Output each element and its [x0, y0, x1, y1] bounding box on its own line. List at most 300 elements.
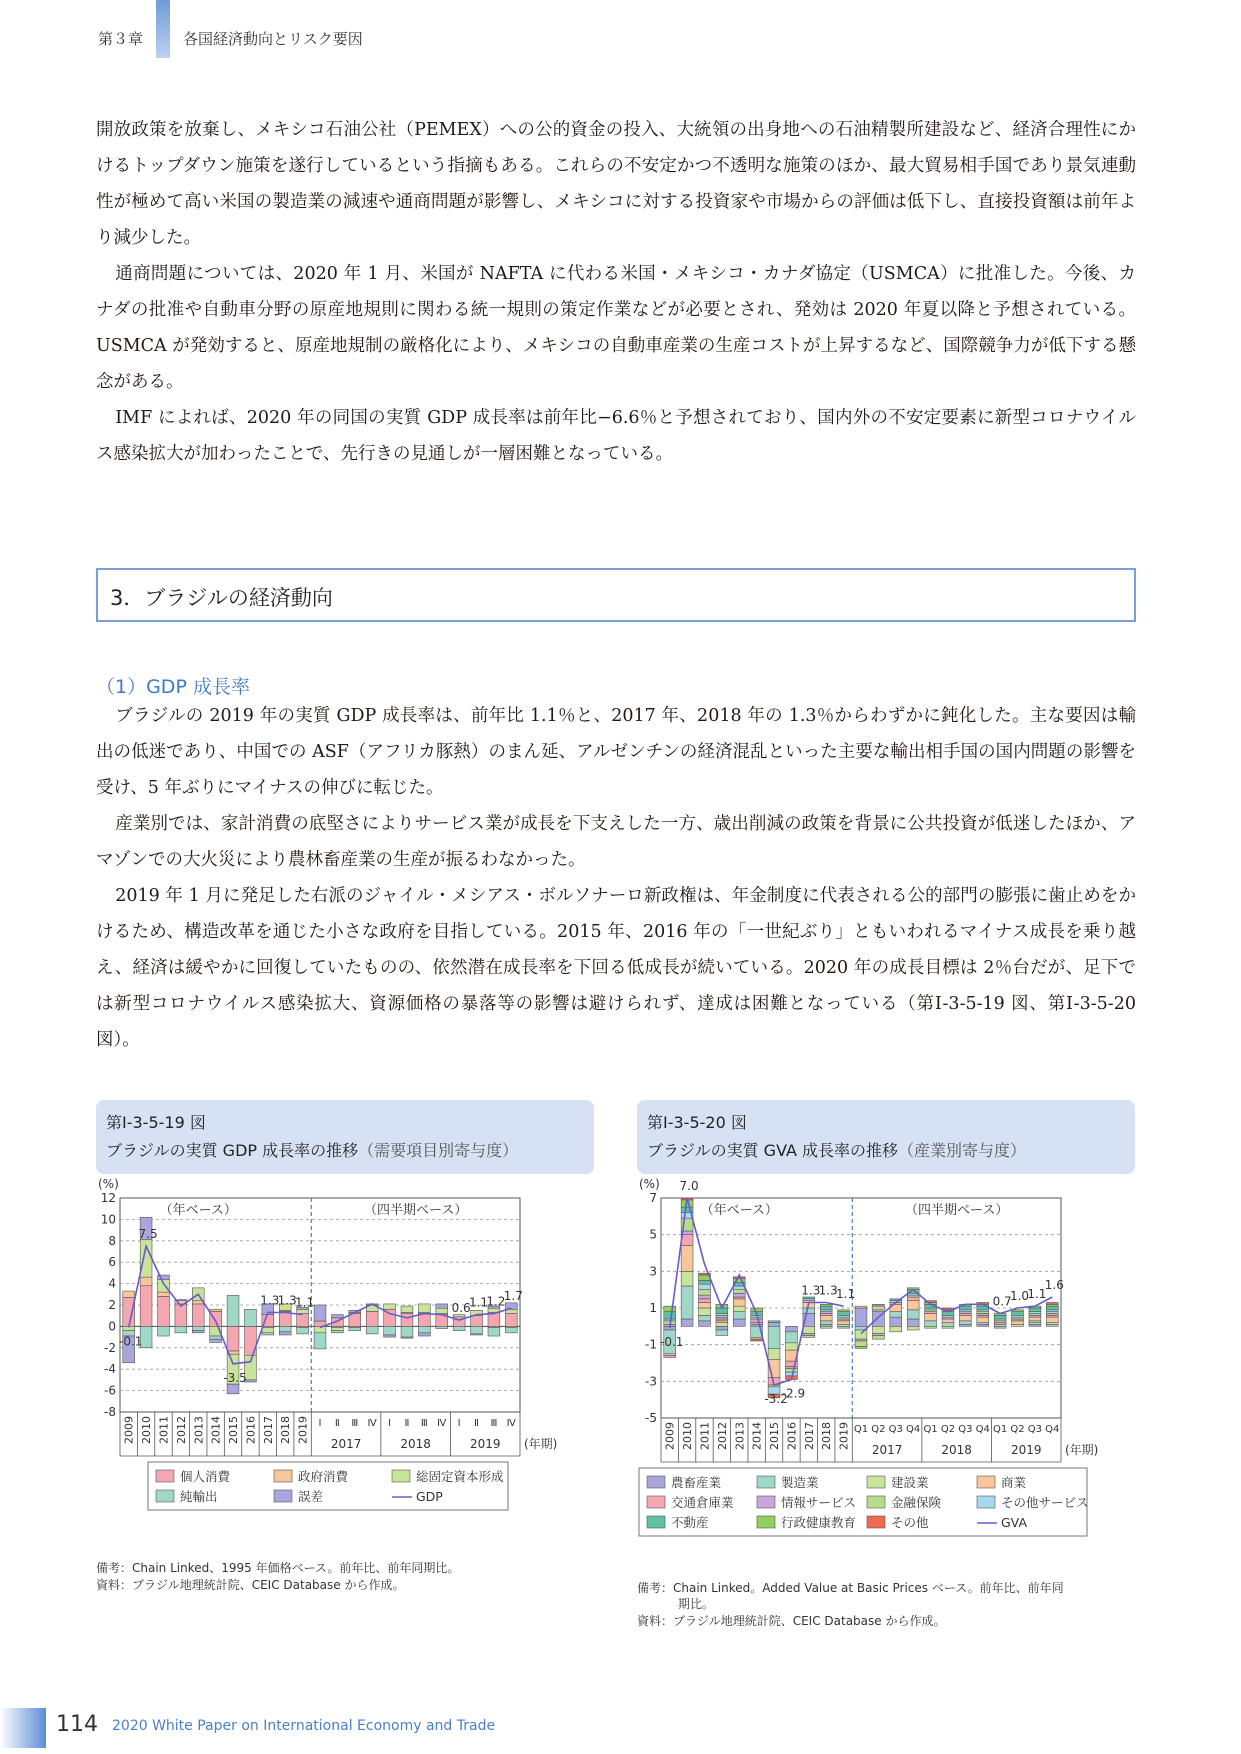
- fig19-bar-segment: [210, 1339, 222, 1342]
- fig20-bar-segment: [733, 1293, 745, 1297]
- fig19-y-tick-label: 12: [100, 1191, 116, 1205]
- fig20-source: 資料：ブラジル地理統計院、CEIC Database から作成。: [637, 1614, 946, 1628]
- fig19-bar-segment: [471, 1326, 483, 1333]
- fig20-legend-label: 製造業: [781, 1475, 819, 1490]
- fig20-legend-label: 不動産: [671, 1515, 709, 1530]
- fig19-bar-segment: [418, 1314, 430, 1327]
- fig19-x-tick-label: 2014: [209, 1416, 223, 1444]
- fig19-subtitle: （需要項目別寄与度）: [358, 1141, 519, 1160]
- fig20-bar-segment: [907, 1319, 919, 1326]
- fig19-bar-segment: [210, 1336, 222, 1339]
- fig20-x-tick-label: 2009: [663, 1422, 677, 1450]
- fig20-bar-segment: [890, 1326, 902, 1332]
- fig19-data-label: 1.7: [503, 1289, 523, 1304]
- fig20-x-group-label: 2018: [941, 1443, 972, 1457]
- fig19-bar-segment: [331, 1327, 343, 1330]
- fig20-bar-segment: [699, 1315, 711, 1321]
- fig19-bar-segment: [401, 1306, 413, 1312]
- fig19-x-tick-label: Ⅲ: [490, 1418, 498, 1429]
- fig20-bar-segment: [733, 1299, 745, 1306]
- paragraph-1: 開放政策を放棄し、メキシコ石油公社（PEMEX）への公的資金の投入、大統領の出身地への石油精製所建設など、経済合理性にかけるトップダウン施策を遂行しているという指摘もある。これらの不安定かつ不透明な施策のほか、最大貿易相手国であり景気連動性が極めて高い米国の製造業の減速や通商問題が影響し、メキシコに対する投資家や市場からの評価は低下し、直接投資額は前年より減少した。: [96, 120, 1136, 248]
- fig19-x-tick-label: Ⅰ: [388, 1418, 392, 1429]
- fig20-bar-segment: [768, 1321, 780, 1323]
- fig20-bar-segment: [907, 1301, 919, 1310]
- header-accent-bar: [156, 0, 170, 58]
- fig19-bar-segment: [331, 1331, 343, 1333]
- fig19-y-tick-label: 4: [108, 1276, 116, 1291]
- fig19-data-label: 0.6: [451, 1300, 471, 1315]
- fig19-bar-segment: [140, 1277, 152, 1286]
- fig19-legend-swatch: [274, 1470, 292, 1482]
- fig20-bar-segment: [768, 1348, 780, 1359]
- fig19-bar-segment: [401, 1337, 413, 1338]
- fig20-legend-label: その他サービス: [1001, 1495, 1089, 1510]
- fig20-note-cont: 期比。: [678, 1597, 715, 1611]
- fig20-bar-segment: [959, 1315, 971, 1321]
- chapter-label: 第３章: [98, 30, 144, 48]
- fig20-bar-segment: [699, 1321, 711, 1327]
- fig19-y-tick-label: 0: [108, 1319, 116, 1334]
- fig20-bar-segment: [699, 1281, 711, 1285]
- fig19-bar-segment: [331, 1315, 343, 1318]
- fig19-bar-segment: [471, 1334, 483, 1335]
- fig20-bar-segment: [872, 1304, 884, 1306]
- fig19-legend-label: 個人消費: [180, 1469, 231, 1484]
- fig19-legend-swatch: [392, 1470, 410, 1482]
- fig19-bar-segment: [158, 1326, 170, 1336]
- fig20-bar-segment: [803, 1336, 815, 1338]
- fig19-bar-segment: [123, 1298, 135, 1327]
- fig20-x-tick-label: 2019: [837, 1422, 851, 1450]
- fig19-bar-segment: [192, 1331, 204, 1333]
- fig20-bar-segment: [751, 1308, 763, 1312]
- fig19-bar-segment: [436, 1304, 448, 1308]
- fig20-x-tick-label: Q1: [923, 1424, 938, 1435]
- fig20-title: [647, 1138, 1026, 1161]
- fig20-data-label: 0.7: [992, 1294, 1012, 1309]
- fig19-region-label-quarterly: （四半期ベース）: [363, 1203, 468, 1218]
- fig19-bar-segment: [262, 1333, 274, 1335]
- fig19-bar-segment: [436, 1308, 448, 1313]
- fig20-bar-segment: [1046, 1317, 1058, 1323]
- fig19-x-group-label: 2018: [400, 1437, 431, 1451]
- fig20-bar-segment: [820, 1315, 832, 1321]
- fig20-bar-segment: [664, 1306, 676, 1312]
- footer-accent-bar: [0, 1708, 46, 1748]
- fig20-bar-segment: [942, 1319, 954, 1323]
- fig19-bar-segment: [279, 1332, 291, 1335]
- fig20-bar-segment: [699, 1299, 711, 1303]
- fig19-x-tick-label: Ⅳ: [437, 1418, 447, 1429]
- fig19-x-axis-label: (年期): [524, 1437, 558, 1451]
- fig20-data-label: -3.2: [764, 1392, 788, 1406]
- fig20-bar-segment: [838, 1321, 850, 1325]
- fig20-legend-swatch: [867, 1476, 885, 1488]
- fig19-x-tick-label: 2011: [157, 1416, 171, 1444]
- fig19-bar-segment: [349, 1327, 361, 1330]
- fig19-bar-segment: [262, 1327, 274, 1332]
- fig20-bar-segment: [925, 1314, 937, 1321]
- fig20-y-tick-label: 5: [649, 1227, 657, 1242]
- fig19-bar-segment: [279, 1326, 291, 1331]
- fig19-bar-segment: [505, 1327, 517, 1332]
- fig20-bar-segment: [820, 1326, 832, 1328]
- fig20-subtitle: （産業別寄与度）: [898, 1141, 1027, 1160]
- fig19-bar-segment: [123, 1291, 135, 1297]
- fig19-data-label: 1.1: [295, 1295, 315, 1310]
- fig20-legend-label: 行政健康教育: [781, 1515, 857, 1530]
- paragraph-2: 通商問題については、2020 年 1 月、米国が NAFTA に代わる米国・メキシコ・カナダ協定（USMCA）に批准した。今後、カナダの批准や自動車分野の原産地規則に関わる統一規則の策定作業などが必要とされ、発効は 2020 年夏以降と予想されている。USMCA が発効すると、原産地規制の厳格化により、メキシコの自動車産業の生産コストが上昇するなど、国際競争力が低下する懸念がある。: [96, 264, 1136, 392]
- fig19-bar-segment: [297, 1327, 309, 1333]
- fig20-bar-segment: [907, 1310, 919, 1319]
- fig20-legend-label: 金融保険: [891, 1495, 942, 1510]
- fig20-legend-label: 情報サービス: [781, 1495, 857, 1510]
- fig20-bar-segment: [733, 1319, 745, 1326]
- fig19-y-tick-label: 2: [108, 1298, 116, 1312]
- fig20-bar-segment: [838, 1312, 850, 1316]
- fig19-x-group-label: 2019: [469, 1437, 501, 1451]
- fig20-bar-segment: [733, 1277, 745, 1279]
- fig19-x-tick-label: 2012: [174, 1416, 188, 1444]
- fig19-x-tick-label: 2019: [296, 1416, 310, 1444]
- paragraph-4: ブラジルの 2019 年の実質 GDP 成長率は、前年比 1.1％と、2017 年、2018 年の 1.3％からわずかに鈍化した。主な要因は輸出の低迷であり、中国での ASF（アフリカ豚熱）のまん延、アルゼンチンの経済混乱といった主要な輸出相手国の国内問題の影響を受け、5 年ぶりにマイナスの伸びに転じた。: [96, 706, 1136, 798]
- fig19-bar-segment: [366, 1326, 378, 1333]
- fig20-title-main: ブラジルの実質 GVA 成長率の推移: [647, 1141, 899, 1160]
- fig20-region-label-quarterly: （四半期ベース）: [904, 1203, 1009, 1218]
- fig20-data-label: 1.3: [818, 1283, 838, 1298]
- fig20-bar-segment: [820, 1306, 832, 1310]
- fig20-legend-swatch: [757, 1516, 775, 1528]
- fig20-bar-segment: [699, 1303, 711, 1309]
- fig19-x-tick-label: Ⅳ: [506, 1418, 516, 1429]
- fig19-bar-segment: [210, 1309, 222, 1311]
- fig20-bar-segment: [890, 1312, 902, 1318]
- fig19-legend-label: 純輸出: [180, 1489, 218, 1504]
- fig20-region-label-annual: （年ベース）: [700, 1203, 778, 1218]
- fig19-x-tick-label: 2009: [122, 1416, 136, 1444]
- fig20-bar-segment: [786, 1369, 798, 1373]
- fig20-legend-swatch: [977, 1476, 995, 1488]
- fig20-bar-segment: [733, 1290, 745, 1294]
- fig20-bar-segment: [664, 1356, 676, 1358]
- fig19-region-label-annual: （年ベース）: [159, 1203, 237, 1218]
- fig20-x-tick-label: 2010: [681, 1422, 695, 1450]
- fig20-x-tick-label: Q2: [940, 1424, 956, 1435]
- fig20-legend-swatch: [647, 1516, 665, 1528]
- fig20-x-tick-label: 2011: [698, 1422, 712, 1450]
- fig19-note: 備考：Chain Linked、1995 年価格ベース。前年比、前年同期比。: [96, 1561, 460, 1575]
- fig20-bar-segment: [855, 1330, 867, 1339]
- fig20-y-tick-label: 3: [649, 1264, 657, 1279]
- fig20-y-tick-label: -3: [645, 1374, 657, 1389]
- fig19-x-tick-label: 2013: [192, 1416, 206, 1444]
- fig19-legend-swatch: [274, 1490, 292, 1502]
- fig20-bar-segment: [803, 1308, 815, 1314]
- fig20-x-tick-label: 2013: [733, 1422, 747, 1450]
- fig20-x-tick-label: 2016: [785, 1422, 799, 1450]
- fig20-bar-segment: [768, 1326, 780, 1348]
- fig20-bar-segment: [925, 1326, 937, 1328]
- fig19-bar-segment: [227, 1384, 239, 1394]
- section-title: 3．ブラジルの経済動向: [110, 586, 333, 610]
- fig19-bar-segment: [418, 1333, 430, 1336]
- fig20-bar-segment: [872, 1306, 884, 1310]
- fig20-x-tick-label: Q4: [1045, 1424, 1060, 1435]
- fig19-legend-label: 誤差: [298, 1489, 324, 1504]
- fig19-y-tick-label: -8: [104, 1405, 116, 1419]
- fig19-bar-segment: [227, 1295, 239, 1326]
- fig20-bar-segment: [994, 1315, 1006, 1319]
- fig20-bar-segment: [681, 1246, 693, 1272]
- fig19-y-tick-label: 8: [108, 1233, 116, 1248]
- fig20-bar-segment: [681, 1319, 693, 1326]
- fig20-data-label: 1.0: [1009, 1289, 1030, 1303]
- fig20-bar-segment: [786, 1326, 798, 1332]
- fig19-data-label: 1.1: [468, 1295, 489, 1310]
- chapter-title: 各国経済動向とリスク要因: [183, 30, 363, 48]
- fig20-bar-segment: [733, 1306, 745, 1312]
- fig20-bar-segment: [1046, 1303, 1058, 1305]
- fig20-bar-segment: [681, 1286, 693, 1319]
- fig20-bar-segment: [838, 1310, 850, 1312]
- fig19-x-tick-label: Ⅰ: [318, 1418, 322, 1429]
- fig19-source: 資料：ブラジル地理統計院、CEIC Database から作成。: [96, 1578, 405, 1592]
- fig20-bar-segment: [1012, 1312, 1024, 1316]
- fig19-x-tick-label: Ⅰ: [457, 1418, 461, 1429]
- paragraph-3: IMF によれば、2020 年の同国の実質 GDP 成長率は前年比−6.6％と予想されており、国内外の不安定要素に新型コロナウイルス感染拡大が加わったことで、先行きの見通しが一層困難となっている。: [96, 408, 1136, 464]
- fig19-bar-segment: [401, 1314, 413, 1327]
- fig19-x-tick-label: 2010: [140, 1416, 154, 1444]
- fig19-bar-segment: [192, 1304, 204, 1326]
- fig20-bar-segment: [820, 1304, 832, 1306]
- fig19-x-tick-label: 2015: [227, 1416, 241, 1444]
- fig19-y-tick-label: 6: [108, 1255, 116, 1270]
- fig20-bar-segment: [664, 1312, 676, 1319]
- fig19-bar-segment: [314, 1305, 326, 1321]
- fig20-x-tick-label: 2017: [802, 1422, 816, 1450]
- fig20-x-tick-label: 2015: [768, 1422, 782, 1450]
- fig19-x-tick-label: 2018: [279, 1416, 293, 1444]
- fig19-chart: [90, 1178, 600, 1558]
- fig20-bar-segment: [942, 1323, 954, 1327]
- fig20-bar-segment: [716, 1330, 728, 1336]
- fig20-bar-segment: [855, 1347, 867, 1349]
- fig19-legend-swatch: [156, 1470, 174, 1482]
- fig19-bar-segment: [158, 1292, 170, 1296]
- fig20-bar-segment: [786, 1332, 798, 1343]
- fig20-bar-segment: [907, 1297, 919, 1301]
- fig20-bar-segment: [733, 1312, 745, 1319]
- fig20-legend-swatch: [867, 1496, 885, 1508]
- fig20-bar-segment: [925, 1321, 937, 1327]
- fig20-legend-swatch: [647, 1496, 665, 1508]
- fig19-title-main: ブラジルの実質 GDP 成長率の推移: [106, 1141, 359, 1160]
- fig20-bar-segment: [786, 1343, 798, 1350]
- fig19-number: 第Ⅰ-3-5-19 図: [106, 1113, 206, 1132]
- fig20-bar-segment: [872, 1326, 884, 1333]
- fig19-x-tick-label: 2016: [244, 1416, 258, 1444]
- fig20-data-label: -2.9: [781, 1386, 806, 1401]
- fig20-x-group-label: 2019: [1010, 1443, 1042, 1457]
- fig19-data-label: -0.1: [118, 1334, 143, 1349]
- fig19-bar-segment: [436, 1326, 448, 1328]
- fig20-data-label: -0.1: [659, 1335, 684, 1350]
- fig20-legend-label: その他: [891, 1515, 929, 1530]
- fig20-x-tick-label: Q2: [871, 1424, 886, 1435]
- fig20-bar-segment: [751, 1339, 763, 1341]
- fig19-data-label: 1.3: [260, 1293, 280, 1308]
- fig20-bar-segment: [907, 1326, 919, 1330]
- fig20-bar-segment: [1029, 1317, 1041, 1321]
- fig19-data-label: 7.5: [138, 1227, 158, 1242]
- fig19-bar-segment: [384, 1335, 396, 1337]
- fig20-legend-label: GVA: [1001, 1515, 1027, 1530]
- fig20-x-tick-label: 2012: [715, 1422, 729, 1450]
- fig19-x-group-label: 2017: [330, 1437, 362, 1451]
- fig20-y-tick-label: 1: [649, 1301, 657, 1315]
- fig20-y-tick-label: -5: [645, 1411, 657, 1425]
- fig19-data-label: -3.5: [223, 1370, 247, 1385]
- fig20-bar-segment: [959, 1321, 971, 1325]
- fig19-y-tick-label: 10: [100, 1212, 116, 1227]
- fig19-bar-segment: [175, 1326, 187, 1332]
- fig19-x-tick-label: 2017: [261, 1416, 275, 1444]
- fig19-bar-segment: [349, 1314, 361, 1327]
- fig20-data-label: 1.6: [1044, 1278, 1064, 1292]
- fig20-bar-segment: [855, 1306, 867, 1308]
- fig20-bar-segment: [1046, 1306, 1058, 1310]
- fig19-bar-segment: [366, 1311, 378, 1326]
- fig19-bar-segment: [505, 1314, 517, 1327]
- fig20-data-label: 1.1: [1027, 1287, 1047, 1302]
- fig20-bar-segment: [751, 1319, 763, 1323]
- fig20-x-axis-label: (年期): [1065, 1443, 1099, 1457]
- fig19-bar-segment: [418, 1304, 430, 1313]
- fig20-bar-segment: [977, 1317, 989, 1323]
- fig19-x-tick-label: Ⅱ: [474, 1418, 479, 1429]
- fig20-bar-segment: [855, 1308, 867, 1326]
- fig20-x-tick-label: 2018: [820, 1422, 834, 1450]
- fig19-legend-label: GDP: [416, 1489, 443, 1504]
- fig20-x-tick-label: Q3: [958, 1424, 973, 1435]
- fig20-legend-label: 農畜産業: [671, 1475, 722, 1490]
- fig20-bar-segment: [733, 1286, 745, 1290]
- fig19-bar-segment: [453, 1326, 465, 1330]
- fig19-bar-segment: [297, 1314, 309, 1327]
- paragraph-6: 2019 年 1 月に発足した右派のジャイル・メシアス・ボルソナーロ新政権は、年金制度に代表される公的部門の膨張に歯止めをかけるため、構造改革を通じた小さな政府を目指している。2015 年、2016 年の「一世紀ぶり」ともいわれるマイナス成長を乗り越え、経済は緩やかに回復していたものの、依然潜在成長率を下回る低成長が続いている。2020 年の成長目標は 2％台だが、足下では新型コロナウイルス感染拡大、資源価格の暴落等の影響は避けられず、達成は困難となっている（第Ⅰ-3-5-19 図、第Ⅰ-3-5-20 図）。: [96, 886, 1136, 1050]
- fig20-x-tick-label: Q1: [853, 1424, 869, 1435]
- fig19-bar-segment: [245, 1309, 257, 1326]
- fig20-legend-swatch: [977, 1496, 995, 1508]
- fig20-bar-segment: [872, 1336, 884, 1340]
- fig20-data-label: 7.0: [679, 1179, 699, 1193]
- fig19-bar-segment: [401, 1326, 413, 1337]
- fig19-data-label: 1.3: [277, 1293, 297, 1308]
- fig20-bar-segment: [786, 1372, 798, 1376]
- fig20-x-group-label: 2017: [871, 1443, 903, 1457]
- fig20-bar-segment: [699, 1284, 711, 1290]
- fig20-legend-swatch: [757, 1496, 775, 1508]
- fig20-bar-segment: [768, 1323, 780, 1327]
- fig20-note: 備考：Chain Linked。Added Value at Basic Prices ベース。前年比、前年同: [637, 1581, 1064, 1595]
- fig19-bar-segment: [158, 1296, 170, 1326]
- fig19-bar-segment: [192, 1326, 204, 1330]
- fig19-bar-segment: [297, 1309, 309, 1313]
- fig20-legend-label: 交通倉庫業: [671, 1495, 734, 1510]
- fig20-legend-swatch: [757, 1476, 775, 1488]
- fig20-x-tick-label: Q1: [993, 1424, 1008, 1435]
- fig19-bar-segment: [140, 1286, 152, 1327]
- fig20-legend-swatch: [647, 1476, 665, 1488]
- fig20-y-tick-label: -1: [645, 1337, 657, 1352]
- fig19-bar-segment: [471, 1316, 483, 1327]
- fig19-legend-label: 総固定資本形成: [416, 1469, 504, 1484]
- fig20-bar-segment: [803, 1326, 815, 1333]
- fig19-legend-label: 政府消費: [298, 1469, 349, 1484]
- paragraph-5: 産業別では、家計消費の底堅さによりサービス業が成長を下支えした一方、歳出削減の政策を背景に公共投資が低迷したほか、アマゾンでの大火災により農林畜産業の生産が振るわなかった。: [96, 814, 1136, 870]
- fig19-bar-segment: [175, 1304, 187, 1326]
- fig19-y-tick-label: -2: [104, 1340, 116, 1355]
- fig20-y-tick-label: 7: [649, 1191, 657, 1205]
- footer-title: 2020 White Paper on International Economy and Trade: [112, 1718, 496, 1734]
- fig20-bar-segment: [855, 1341, 867, 1347]
- fig20-bar-segment: [681, 1235, 693, 1246]
- fig19-x-tick-label: Ⅲ: [351, 1418, 359, 1429]
- fig20-bar-segment: [699, 1290, 711, 1296]
- fig20-data-label: 1.1: [836, 1287, 856, 1302]
- fig20-bar-segment: [1029, 1308, 1041, 1312]
- fig20-x-tick-label: Q4: [906, 1424, 921, 1435]
- fig20-legend-swatch: [867, 1516, 885, 1528]
- fig20-data-label: 1.3: [801, 1283, 821, 1298]
- fig19-y-tick-label: -6: [104, 1383, 116, 1398]
- page-number: 114: [56, 1712, 98, 1737]
- fig20-y-axis-label: (%): [639, 1178, 660, 1191]
- fig20-x-tick-label: Q4: [975, 1424, 990, 1435]
- fig20-chart: [631, 1178, 1141, 1568]
- fig20-bar-segment: [699, 1308, 711, 1315]
- fig19-x-tick-label: Ⅳ: [367, 1418, 377, 1429]
- fig20-bar-segment: [681, 1271, 693, 1286]
- fig20-x-tick-label: Q3: [888, 1424, 903, 1435]
- fig20-bar-segment: [820, 1321, 832, 1325]
- fig19-legend-swatch: [156, 1490, 174, 1502]
- fig19-y-tick-label: -4: [104, 1362, 116, 1377]
- fig20-bar-segment: [716, 1323, 728, 1327]
- fig19-y-axis-label: (%): [98, 1178, 119, 1191]
- fig19-bar-segment: [384, 1326, 396, 1335]
- fig19-bar-segment: [227, 1326, 239, 1351]
- fig20-legend-label: 建設業: [891, 1475, 929, 1490]
- fig19-x-tick-label: Ⅱ: [334, 1418, 340, 1429]
- fig20-x-tick-label: Q2: [1010, 1424, 1025, 1435]
- fig20-x-tick-label: Q3: [1027, 1424, 1043, 1435]
- subsection-title: （1）GDP 成長率: [96, 676, 250, 698]
- fig20-bar-segment: [942, 1326, 954, 1328]
- fig19-x-tick-label: Ⅲ: [420, 1418, 428, 1429]
- fig19-title: [106, 1138, 518, 1161]
- fig20-x-tick-label: 2014: [750, 1422, 764, 1450]
- fig19-bar-segment: [418, 1326, 430, 1332]
- fig20-number: 第Ⅰ-3-5-20 図: [647, 1113, 747, 1132]
- fig20-bar-segment: [1012, 1321, 1024, 1325]
- fig19-bar-segment: [488, 1327, 500, 1336]
- fig19-bar-segment: [314, 1333, 326, 1349]
- fig20-bar-segment: [716, 1326, 728, 1330]
- fig20-bar-segment: [699, 1295, 711, 1299]
- fig20-bar-segment: [890, 1317, 902, 1326]
- fig19-bar-segment: [384, 1304, 396, 1309]
